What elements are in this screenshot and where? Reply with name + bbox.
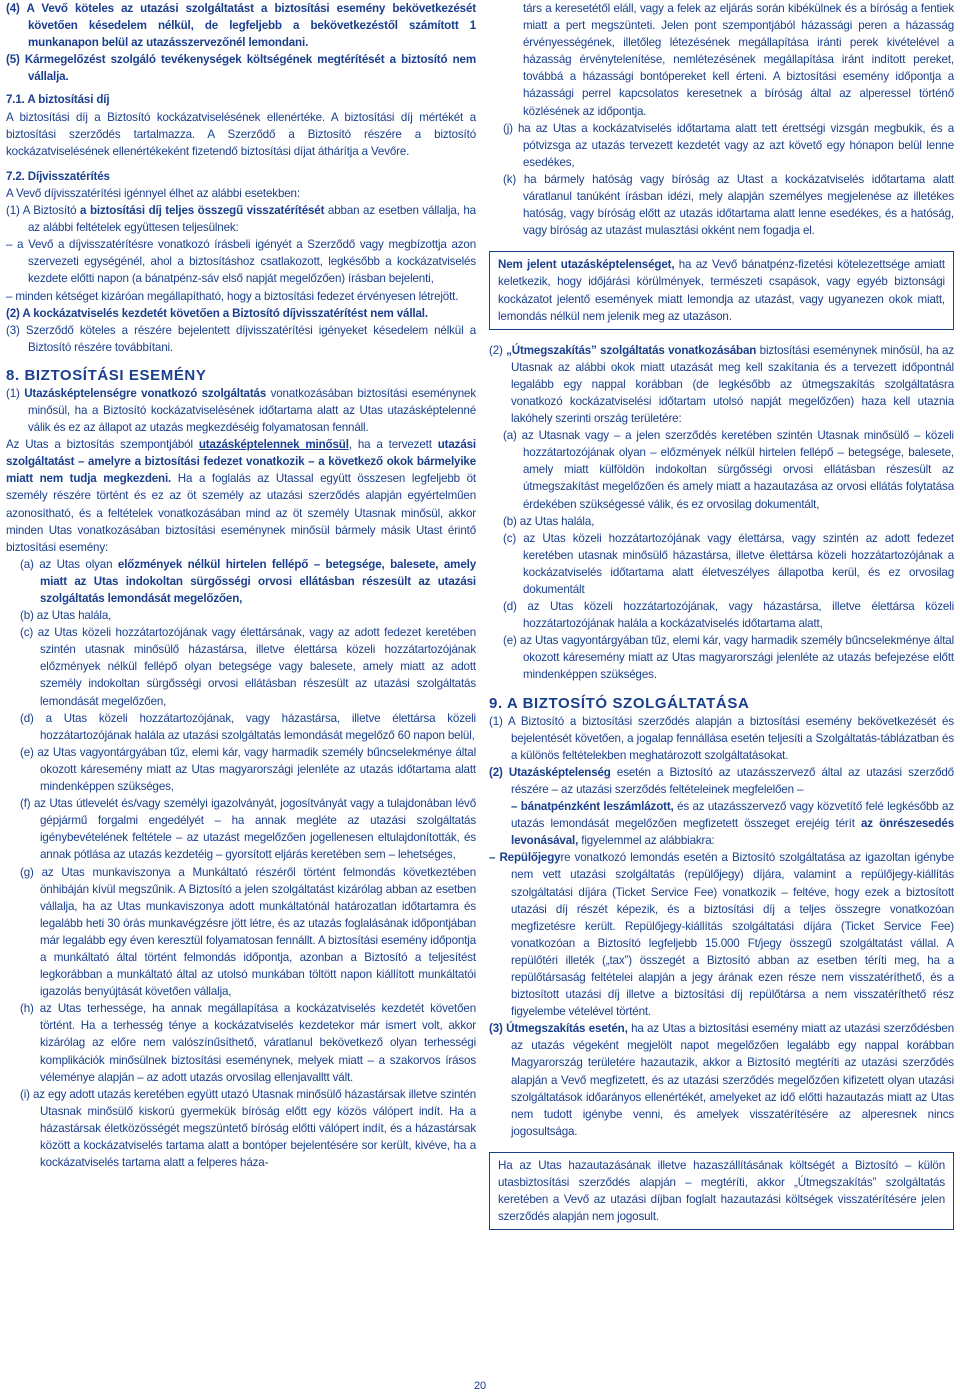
heading-7-1: 7.1. A biztosítási díj <box>6 93 110 107</box>
right-column <box>489 0 954 1230</box>
list-item-f: (f) az Utas útlevelét és/vagy személyi igazolványát, jogosítványát vagy a tulajdonában lévő gépjármű forgalmi engedélyét – ha annak megléte az utazási szolgáltatás igénybevételének feltétele – az utazást megelőzően jogellenesen eltulajdonították, és annak pótlása az utazás kezdetéig – gyorsított eljárás keretében sem – lehetséges, <box>20 797 476 862</box>
paragraph-9-3: (3) Útmegszakítás esetén, ha az Utas a biztosítási esemény miatt az utazási szerződésben az utazás végeként megjelölt napot megelőzően legalább egy nappal korábban Magyarország területére hazautazik, akkor a Biztosító megtéríti az utazási szerződés alapján a Vevő megfizetett, és az utazási szerződés megelőzően kifizetett olyan utazási szolgáltatások időarányos ellenértékét, amelyeket az idő előtti hazautazás miatt az Utas nem tudott igénybe venni, és amelyek visszatérítésére az alperesnek nincs jogosultsága. <box>489 1022 954 1138</box>
paragraph-4: (4) A Vevő köteles az utazási szolgáltatást a biztosítási esemény bekövetkezését követően késedelem nélkül, de legfeljebb a bekövetkezéstől számított 1 munkanapon belül az utazásszervezőnél lemondani. <box>6 2 476 50</box>
paragraph-9-2: (2) Utazásképtelenség esetén a Biztosító az utazásszervező által az utazási szerződő részére – az utazási szerződés feltételeinek megfelelően – – bánatpénzként leszámlázott, és az utazásszervező vagy közvetítő felé legkésőbb az utazás lemondását megelőzően megfizetett összeget erejéig térít az önrészesedés levonásával, figyelemmel az alábbiakra: <box>489 765 954 848</box>
heading-8: 8. BIZTOSÍTÁSI ESEMÉNY <box>6 366 207 384</box>
paragraph-9-1: (1) A Biztosító a biztosítási szerződés alapján a biztosítási esemény bekövetkezését és bejelentését követően, a jogalap fennállása esetén teljesíti a Szolgáltatás-táblázatban és a különös feltételekben meghatározott szolgáltatásokat. <box>489 714 954 762</box>
list-item-h: (h) az Utas terhessége, ha annak megállapítása a kockázatviselés kezdetét követően történt. Ha a terhesség ténye a kockázatviselés kezdetekor már ismert volt, akkor kizárólag az előre nem valószínűsíthető, váratlanul bekövetkező olyan terhességi komplikációk minősülnek biztosítási eseménynek, melyek miatt – a szakorvos írásos véleménye alapján – az adott utazás orvosilag ellenjavalltt vált. <box>20 1002 476 1084</box>
list-item-b: (b) az Utas halála, <box>20 609 112 623</box>
flight-ticket-item: – Repülőjegyre vonatkozó lemondás esetén a Biztosító szolgáltatása az igazoltan igénybe nem vett utazási szolgáltatás (repülőjegy) díjára, valamint a repülőjegy-kiállítás szolgáltatási díjára (Ticket Service Fee) vonatkozik – feltéve, hogy ezek a biztosított utazási díj részét képezik, és a biztosítási díj a teljes összegre vonatkozóan megfizetésre került. Repülőjegy-kiállítás szolgáltatási díjára (Ticket Service Fee) vonatkozóan a Biztosító legfeljebb 15.000 Ft/jegy összegű szolgáltatást vállal. A repülőtéri illeték („tax”) összegét a Biztosító abban az esetben téríti meg, ha a repülőtársaság feltételei alapján a jegy árának ezen része nem visszatéríthető, és a biztosított utazási díj illetve a biztosítási díj repülőtársa a nem visszatéríthető rész figyelembe vételével történt. <box>489 851 954 1019</box>
dash-item-1: – a Vevő a díjvisszatérítésre vonatkozó írásbeli igényét a Szerződő vagy megbízottja azon szervezeti egységénél, ahol a biztosításhoz csatlakozott, legkésőbb a kockázatviselés kezdete előtti napon (a bánatpénz-sáv első napját megelőzően) írásban bejelenti, <box>6 238 476 286</box>
list-item-d: (d) a Utas közeli hozzátartozójának, vagy házastársa, illetve élettársa közeli hozzátartozójának halála az utazási szolgáltatás lemondását megelőző 60 napon belül, <box>20 711 476 742</box>
paragraph-7-2-1: (1) A Biztosító a biztosítási díj teljes összegű visszatérítését abban az esetben vállalja, ha az alábbi feltételek együttesen teljesülnek: <box>6 204 476 235</box>
paragraph-8-1: (1) Utazásképtelenségre vonatkozó szolgáltatás vonatkozásában biztosítási eseménynek minősül, ha a Biztosító kockázatviselésének időtartama alatt az Utas utazásképtelenné válik és ez az állapot az utazás megkezdéséig folyamatosan fennáll. <box>6 386 477 435</box>
interruption-item-b: (b) az Utas halála, <box>503 514 595 528</box>
list-item-j: (j) ha az Utas a kockázatviselés időtartama alatt tett érettségi vizsgán megbukik, és a pótvizsga az utazás tervezett kezdetét vagy az azt követő egy hónapon belül lenne esedékes, <box>503 121 954 169</box>
notice-box-repatriation <box>489 1152 954 1230</box>
paragraph-5: (5) Kármegelőzést szolgáló tevékenységek költségének megtérítését a biztosító nem vállalja. <box>6 53 476 84</box>
paragraph-7-1: A biztosítási díj a Biztosító kockázatviselésének ellenértéke. A biztosítási díj mértékét a biztosítási szerződés tartalmazza. A Szerződő a Biztosító részére a biztosító kockázatviselésének ellenértékeként fizetendő biztosítási díjat áthárítja a Vevőre. <box>6 110 476 158</box>
continuation-text: társ a keresetétől eláll, vagy a felek az eljárás során kibékülnek és a bíróság a fentiek miatt a pert megszünteti. Jelen pont szempontjából házassági peren a házasság érvényességének, illetőleg létezésének megállapítása iránti perek kivételével a házasság érvénytelenítése, nemlétezésének megállapítása iránt indított pereket, továbbá a házassági bontópereket kell érteni. A biztosítási esemény időpontja a házassági perrel kapcsolatos keresetnek a bíróság által az alperessel történő közlésének az időpontja. <box>523 2 954 118</box>
list-item-e: (e) az Utas vagyontárgyában tűz, elemi kár, vagy harmadik személy bűncselekménye által okozott káresemény miatt az Utas magyarországi jelenléte az utazás időtartama alatt mindenképpen szükséges, <box>20 745 476 794</box>
notice-text: Nem jelent utazásképtelenséget, ha az Vevő bánatpénz-fizetési kötelezettsége amiatt keletkezik, hogy időjárási körülmények, természeti csapások, vagy egyéb biztonsági kockázatot jelentő események miatt lemondja az utazást, vagy ugyanezen okok miatt, lemondás nélkül nem jelenik meg az utazáson. <box>498 258 945 323</box>
list-item-k: (k) ha bármely hatóság vagy bíróság az Utast a kockázatviselés időtartama alatt váratlanul tanúként írásban idézi, mely alapján személyes megjelenése az illetékes hatóság, vagy bíróság előtt az utazás időtartama alatt lenne esedékes, és a hatóság, vagy bíróság az utazást mulasztási okként nem fogadja el. <box>503 172 954 238</box>
paragraph-7-2: A Vevő díjvisszatérítési igénnyel élhet az alábbi esetekben: <box>6 186 300 200</box>
left-column <box>6 0 476 1171</box>
notice-text-repatriation: Ha az Utas hazautazásának illetve hazaszállításának költségét a Biztosító – külön utasbiztosítási szerződés alapján – megtéríti, akkor „Útmegszakítás” szolgáltatás keretében a Vevő az utazási díjban foglalt hazautazási költségek visszatérítésére jelen szerződés alapján nem jogosult. <box>498 1158 945 1224</box>
interruption-item-d: (d) az Utas közeli hozzátartozójának, vagy házastársa, illetve élettársa közeli hozzátartozójának halála a kockázatviselés időtartama alatt, <box>503 600 954 631</box>
paragraph-8-2-trip-interruption: (2) „Útmegszakítás” szolgáltatás vonatkozásában biztosítási eseménynek minősül, ha az Utasnak az alábbi okok miatt utazását meg kell szakítania és a tervezett időpontnál legalább egy nappal korábban (de legkésőbb az útmegszakítás szolgáltatásra vonatkozó kockázatviselési időtartam utolsó napját megelőzően) haza kell utaznia lakóhely szerinti ország területére: <box>489 343 954 426</box>
paragraph-7-2-2: (2) A kockázatviselés kezdetét követően a Biztosító díjvisszatérítést nem vállal. <box>6 306 428 320</box>
list-item-c: (c) az Utas közeli hozzátartozójának vagy élettársának, vagy az adott fedezet keretében szintén utasnak minősülő házastársa, illetve élettársa közeli hozzátartozójának előzmények nélkül fellépő olyan betegsége vagy balesete, amely miatt az adott személy indokoltan sürgősségi orvosi ellátásban részesült az utazási szolgáltatás lemondását megelőzően, <box>20 626 476 708</box>
paragraph-8-2: Az Utas a biztosítás szempontjából utazásképtelennek minősül, ha a tervezett utazási szolgáltatást – amelyre a biztosítási fedezet vonatkozik – a következő okok bármelyike miatt nem tudja megkezdeni. Ha a foglalás az Utassal együtt összesen legfeljebb öt személy részére történt és ez az öt személy az utazási szerződés alapján egyértelműen azonosítható, és a feltételek vonatkozásában mind az öt személy Utasnak minősül, akkor minden Utas vonatkozásában biztosítási eseménynek minősül bármely másik Utast érintő biztosítási esemény: <box>6 438 476 554</box>
list-item-i: (i) az egy adott utazás keretében együtt utazó Utasnak minősülő házastársak illetve szintén Utasnak minősülő kiskorú gyermekük bíróság előtt egy közös válópert indít. Ha a házastársak életközösségét megszüntető bíróság előtti válópert indít, és a házastársak között a kockázatviselés tartama alatt a bontóper bejelentésére sor került, kivéve, ha a kockázatviselés tartama alatt a felperes háza- <box>20 1087 476 1170</box>
dash-item-2: – minden kétséget kizáróan megállapítható, hogy a biztosítási fedezet érvényesen létrejött. <box>6 289 459 303</box>
notice-box-no-incapacity <box>489 251 954 329</box>
interruption-item-c: (c) az Utas közeli hozzátartozójának vagy élettársa, vagy szintén az adott fedezet keretében utasnak minősülő házastársa, illetve élettársa közeli hozzátartozójának a kockázatviselés időtartama alatt életveszélyes állapotba kerül, és ez orvosilag dokumentált <box>503 531 954 596</box>
heading-9: 9. A BIZTOSÍTÓ SZOLGÁLTATÁSA <box>489 694 750 712</box>
interruption-item-e: (e) az Utas vagyontárgyában tűz, elemi kár, vagy harmadik személy bűncselekménye által okozott káresemény miatt az Utas magyarországi jelenléte az utazás befejezése előtt mindenképpen szükséges. <box>503 634 954 682</box>
list-item-g: (g) az Utas munkaviszonya a Munkáltató részéről történt felmondás következtében önhibáján kívül megszűnik. A Biztosító a jelen szolgáltatást kizárólag abban az esetben vállalja, ha az Utas munkaviszonya adott munkáltatónál határozatlan időtartamra és legalább heti 30 órás munkavégzésre jött létre, és az utazás foglalásának időpontjában már legalább egy éven keresztül folyamatosan fennállt. A biztosítási esemény időpontja a munkáltató által történt felmondás időpontja, azonban a Biztosító a teljesítést legkorábban a munkáltató által az utolsó munkában töltött napon kiállított munkáltatói igazolás benyújtását követően vállalja, <box>20 865 476 999</box>
list-item-a: (a) az Utas olyan előzmények nélkül hirtelen fellépő – betegsége, balesete, amely miatt az Utas indokoltan sürgősségi orvosi ellátásban részesült az utazási szolgáltatás lemondását megelőzően, <box>20 557 476 605</box>
paragraph-7-2-3: (3) Szerződő köteles a részére bejelentett díjvisszatérítési igényeket késedelem nélkül a Biztosító részére továbbítani. <box>6 323 476 354</box>
page-number: 20 <box>474 1380 486 1392</box>
heading-7-2: 7.2. Díjvisszatérítés <box>6 169 110 183</box>
interruption-item-a: (a) az Utasnak vagy – a jelen szerződés keretében szintén Utasnak minősülő – közeli hozzátartozójának olyan – előzmények nélkül hirtelen fellépő – betegsége, balesete, amely miatt külföldön indokoltan sürgősségi orvosi ellátásban részesült az útmegszakítást megelőzően és amely miatt a hazautazása az orvosi ellátás folytatása érdekében szükségessé válik, és ez orvosilag dokumentált, <box>503 429 954 511</box>
